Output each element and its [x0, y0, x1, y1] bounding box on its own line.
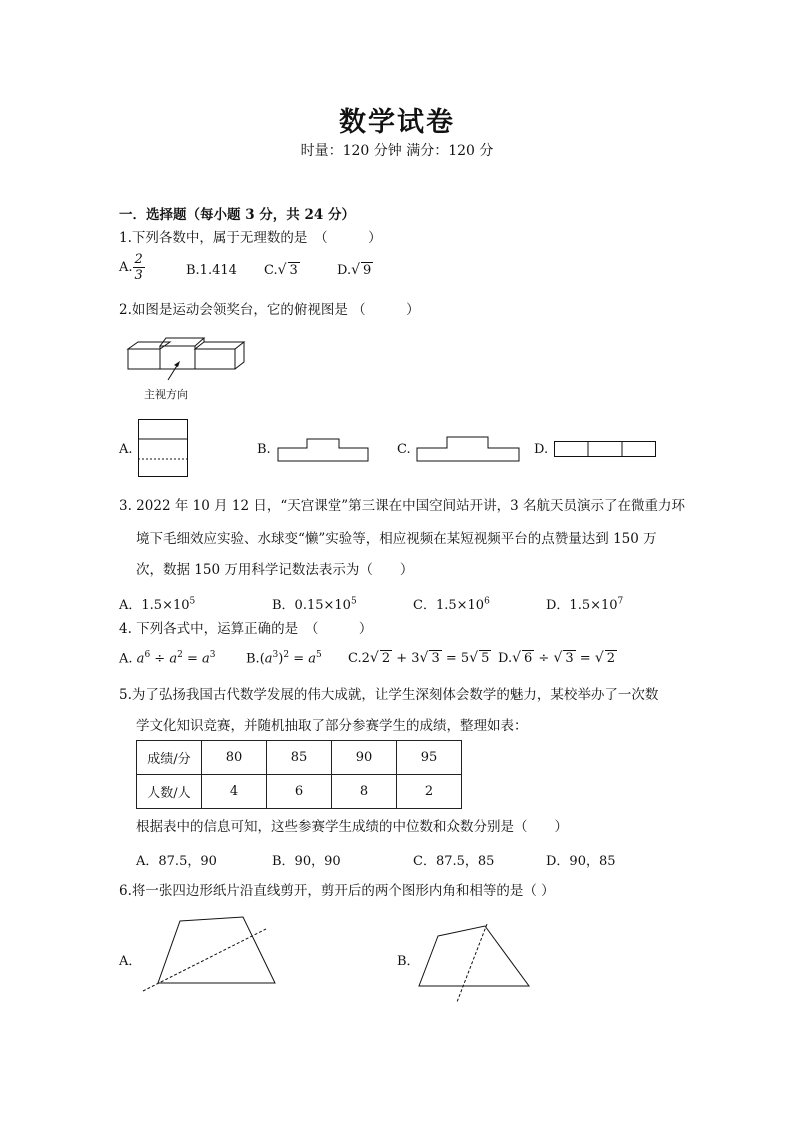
q4-option-d: D.√ 6 ÷ √ 3 = √ 2 — [498, 650, 616, 666]
question-5-line-2: 学文化知识竞赛，并随机抽取了部分参赛学生的成绩，整理如表： — [136, 718, 528, 734]
q2-option-c-label: C. — [397, 442, 411, 457]
exam-info: 时量：120 分钟 满分：120 分 — [300, 143, 494, 159]
section-heading: 一．选择题（每小题 3 分，共 24 分） — [119, 207, 355, 223]
table-row — [137, 775, 462, 809]
fraction: $\frac{2}{3}$ — [134, 252, 143, 283]
question-5-prompt: 根据表中的信息可知，这些参赛学生成绩的中位数和众数分别是（ ） — [136, 819, 568, 835]
q6-option-a-label: A． — [119, 954, 142, 969]
table-cell: 6 — [267, 775, 332, 809]
question-4-stem: 4. 下列各式中，运算正确的是 （ ） — [119, 621, 373, 637]
question-3-line-1: 3. 2022 年 10 月 12 日，“天宫课堂”第三课在中国空间站开讲，3 名航天员演示了在微重力环 — [119, 498, 686, 514]
q5-option-a: A．87.5，90 — [136, 854, 217, 869]
q3-option-b: B．$0.15\times 10^5$ — [272, 596, 357, 613]
table-cell: 90 — [332, 741, 397, 775]
arrow-head-icon — [174, 361, 180, 367]
question-6-stem: 6.将一张四边形纸片沿直线剪开，剪开后的两个图形内角和相等的是（ ） — [119, 883, 555, 899]
q5-option-b: B．90，90 — [272, 854, 341, 869]
table-cell: 2 — [397, 775, 462, 809]
question-2-stem: 2.如图是运动会领奖台，它的俯视图是 （ ） — [119, 302, 420, 318]
podium-figure — [120, 332, 250, 382]
q2-option-a-figure — [138, 419, 190, 479]
q3-option-a: A．$1.5\times 10^5$ — [119, 596, 196, 613]
radical-sign: √ — [277, 262, 287, 278]
q2-option-a-label: A. — [119, 442, 133, 457]
q3-option-d: D．$1.5\times 10^7$ — [546, 596, 624, 613]
q6-option-b-figure — [418, 920, 533, 1005]
table-header-cell: 人数/人 — [137, 775, 202, 809]
q6-option-b-label: B． — [397, 954, 420, 969]
page-title: 数学试卷 — [339, 107, 455, 138]
q2-option-d-figure — [554, 441, 658, 459]
q1-option-c: C.√ 3 — [264, 262, 298, 278]
q4-option-b: $B.(a^3)^2 = a^5$ — [246, 650, 322, 667]
question-3-line-3: 次，数据 150 万用科学记数法表示为（ ） — [136, 562, 414, 578]
q2-option-b-figure — [277, 437, 371, 463]
question-3-line-2: 境下毛细效应实验、水球变“懒”实验等，相应视频在某短视频平台的点赞量达到 150 万 — [136, 531, 657, 547]
q2-option-b-label: B. — [257, 442, 271, 457]
q3-option-c: C．$1.5\times 10^6$ — [413, 596, 490, 613]
q1-option-a: A. $\frac{2}{3}$ — [119, 252, 143, 283]
q2-option-c-figure — [416, 435, 522, 463]
table-header-cell: 成绩/分 — [137, 741, 202, 775]
view-arrow — [168, 364, 178, 380]
table-row — [137, 741, 462, 775]
q5-option-c: C．87.5，85 — [413, 854, 495, 869]
q1-option-d: D.√ 9 — [337, 262, 372, 278]
q1-option-b: B.1.414 — [186, 263, 237, 278]
radical-sign: √ — [351, 262, 361, 278]
view-direction-label: 主视方向 — [144, 388, 188, 401]
q4-option-c: C.2√ 2 + 3√ 3 = 5√ 5 — [348, 650, 490, 666]
table-cell: 85 — [267, 741, 332, 775]
table-cell: 80 — [202, 741, 267, 775]
q2-option-d-label: D. — [534, 442, 549, 457]
q4-option-a: A. $a^6 \div a^2 = a^3$ — [119, 650, 216, 667]
q6-option-a-figure — [140, 915, 275, 993]
table-cell: 8 — [332, 775, 397, 809]
question-5-line-1: 5.为了弘扬我国古代数学发展的伟大成就，让学生深刻体会数学的魅力，某校举办了一次数 — [119, 687, 659, 703]
table-cell: 95 — [397, 741, 462, 775]
question-1-stem: 1.下列各数中，属于无理数的是 （ ） — [119, 230, 382, 246]
table-cell: 4 — [202, 775, 267, 809]
q5-option-d: D．90，85 — [546, 854, 616, 869]
score-table — [136, 740, 462, 809]
